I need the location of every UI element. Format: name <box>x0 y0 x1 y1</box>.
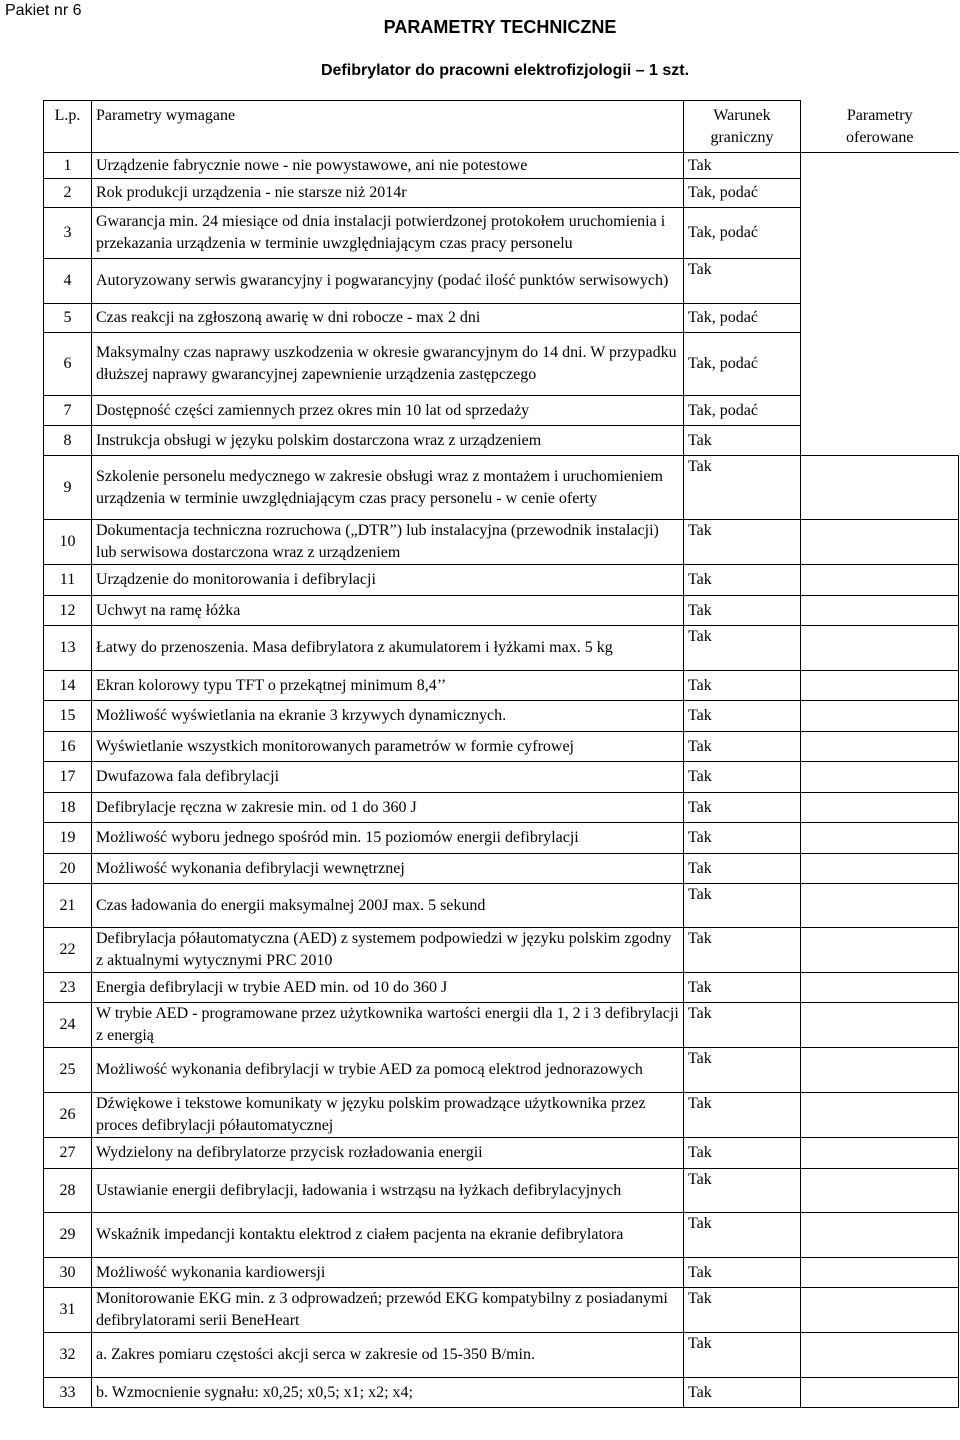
row-offered-value[interactable] <box>801 396 959 426</box>
row-offered-value[interactable] <box>801 1048 959 1093</box>
row-requirement: Maksymalny czas naprawy uszkodzenia w okresie gwarancyjnym do 14 dni. W przypadku dłuższej naprawy gwarancyjnej zapewnienie urządzenia zastępczego <box>92 333 684 396</box>
row-requirement: Czas reakcji na zgłoszoną awarię w dni robocze - max 2 dni <box>92 304 684 333</box>
row-condition: Tak <box>684 671 801 701</box>
row-number: 30 <box>44 1258 92 1288</box>
row-condition: Tak <box>684 973 801 1003</box>
row-number: 3 <box>44 208 92 259</box>
row-condition: Tak <box>684 823 801 854</box>
row-condition: Tak <box>684 565 801 596</box>
row-offered-value[interactable] <box>801 1288 959 1333</box>
row-condition: Tak <box>684 1169 801 1213</box>
row-condition: Tak <box>684 259 801 304</box>
row-condition: Tak <box>684 732 801 762</box>
row-offered-value[interactable] <box>801 596 959 626</box>
row-condition: Tak <box>684 1258 801 1288</box>
row-condition: Tak <box>684 701 801 732</box>
row-number: 5 <box>44 304 92 333</box>
row-condition: Tak, podać <box>684 396 801 426</box>
row-requirement: Wyświetlanie wszystkich monitorowanych parametrów w formie cyfrowej <box>92 732 684 762</box>
row-number: 11 <box>44 565 92 596</box>
table-row <box>44 1378 959 1408</box>
row-offered-value[interactable] <box>801 793 959 823</box>
row-condition: Tak <box>684 1048 801 1093</box>
row-requirement: Wydzielony na defibrylatorze przycisk rozładowania energii <box>92 1138 684 1169</box>
row-requirement: Defibrylacja półautomatyczna (AED) z systemem podpowiedzi w języku polskim zgodny z aktualnymi wytycznymi PRC 2010 <box>92 928 684 973</box>
column-header-condition-line2: graniczny <box>710 129 774 146</box>
row-number: 10 <box>44 520 92 565</box>
table-row <box>44 793 959 823</box>
row-number: 15 <box>44 701 92 732</box>
row-number: 2 <box>44 179 92 208</box>
row-number: 18 <box>44 793 92 823</box>
row-condition: Tak, podać <box>684 179 801 208</box>
row-offered-value[interactable] <box>801 520 959 565</box>
row-condition: Tak <box>684 884 801 928</box>
table-row <box>44 520 959 565</box>
row-number: 32 <box>44 1333 92 1378</box>
table-row <box>44 179 959 208</box>
row-number: 25 <box>44 1048 92 1093</box>
table-row <box>44 762 959 793</box>
row-offered-value[interactable] <box>801 1138 959 1169</box>
row-requirement: Monitorowanie EKG min. z 3 odprowadzeń; przewód EKG kompatybilny z posiadanymi defibrylatorami serii BeneHeart <box>92 1288 684 1333</box>
row-requirement: b. Wzmocnienie sygnału: x0,25; x0,5; x1; x2; x4; <box>92 1378 684 1408</box>
row-condition: Tak <box>684 1138 801 1169</box>
row-offered-value[interactable] <box>801 732 959 762</box>
table-row <box>44 153 959 179</box>
row-requirement: Defibrylacje ręczna w zakresie min. od 1 do 360 J <box>92 793 684 823</box>
row-condition: Tak <box>684 928 801 973</box>
row-requirement: Możliwość wykonania kardiowersji <box>92 1258 684 1288</box>
table-row <box>44 1003 959 1048</box>
document-title: PARAMETRY TECHNICZNE <box>383 17 617 37</box>
row-number: 33 <box>44 1378 92 1408</box>
row-requirement: Możliwość wyboru jednego spośród min. 15 poziomów energii defibrylacji <box>92 823 684 854</box>
table-row <box>44 884 959 928</box>
row-condition: Tak <box>684 1003 801 1048</box>
table-row <box>44 1169 959 1213</box>
row-number: 27 <box>44 1138 92 1169</box>
column-header-offered-line1: Parametry <box>846 106 913 124</box>
row-offered-value[interactable] <box>801 259 959 304</box>
row-offered-value[interactable] <box>801 1213 959 1258</box>
row-requirement: Czas ładowania do energii maksymalnej 200J max. 5 sekund <box>92 884 684 928</box>
row-number: 1 <box>44 153 92 179</box>
row-condition: Tak <box>684 854 801 884</box>
row-offered-value[interactable] <box>801 1169 959 1213</box>
row-requirement: Szkolenie personelu medycznego w zakresie obsługi wraz z montażem i uruchomieniem urządzenia w terminie uwzględniającym czas pracy personelu - w cenie oferty <box>92 456 684 520</box>
row-offered-value[interactable] <box>801 304 959 333</box>
row-requirement: Rok produkcji urządzenia - nie starsze niż 2014r <box>92 179 684 208</box>
row-requirement: Dostępność części zamiennych przez okres min 10 lat od sprzedaży <box>92 396 684 426</box>
row-offered-value[interactable] <box>801 1378 959 1408</box>
row-offered-value[interactable] <box>801 671 959 701</box>
row-offered-value[interactable] <box>801 973 959 1003</box>
row-requirement: Ekran kolorowy typu TFT o przekątnej minimum 8,4’’ <box>92 671 684 701</box>
table-row <box>44 426 959 456</box>
row-number: 29 <box>44 1213 92 1258</box>
table-row <box>44 333 959 396</box>
row-condition: Tak <box>684 520 801 565</box>
row-offered-value[interactable] <box>801 1003 959 1048</box>
row-requirement: Dźwiękowe i tekstowe komunikaty w języku polskim prowadzące użytkownika przez proces defibrylacji półautomatycznej <box>92 1093 684 1138</box>
table-row <box>44 456 959 520</box>
row-number: 23 <box>44 973 92 1003</box>
parameters-table <box>43 100 959 1408</box>
row-number: 22 <box>44 928 92 973</box>
row-condition: Tak, podać <box>684 333 801 396</box>
column-header-parameters-label: Parametry wymagane <box>96 107 236 124</box>
row-offered-value[interactable] <box>801 928 959 973</box>
row-condition: Tak <box>684 1093 801 1138</box>
row-offered-value[interactable] <box>801 179 959 208</box>
row-condition: Tak <box>684 762 801 793</box>
row-condition: Tak, podać <box>684 304 801 333</box>
table-row <box>44 208 959 259</box>
row-offered-value[interactable] <box>801 701 959 732</box>
row-number: 26 <box>44 1093 92 1138</box>
row-requirement: W trybie AED - programowane przez użytkownika wartości energii dla 1, 2 i 3 defibrylacji z energią <box>92 1003 684 1048</box>
table-row <box>44 1258 959 1288</box>
row-offered-value[interactable] <box>801 456 959 520</box>
row-number: 20 <box>44 854 92 884</box>
row-offered-value[interactable] <box>801 854 959 884</box>
row-offered-value[interactable] <box>801 1333 959 1378</box>
row-condition: Tak <box>684 793 801 823</box>
row-condition: Tak <box>684 1213 801 1258</box>
table-row <box>44 565 959 596</box>
row-requirement: Możliwość wykonania defibrylacji w trybie AED za pomocą elektrod jednorazowych <box>92 1048 684 1093</box>
row-number: 16 <box>44 732 92 762</box>
row-condition: Tak <box>684 456 801 520</box>
table-row <box>44 596 959 626</box>
row-number: 14 <box>44 671 92 701</box>
row-requirement: Instrukcja obsługi w języku polskim dostarczona wraz z urządzeniem <box>92 426 684 456</box>
table-row <box>44 854 959 884</box>
row-requirement: Autoryzowany serwis gwarancyjny i pogwarancyjny (podać ilość punktów serwisowych) <box>92 259 684 304</box>
table-row <box>44 1093 959 1138</box>
table-row <box>44 823 959 854</box>
column-header-condition-line1: Warunek <box>713 107 771 124</box>
table-row <box>44 928 959 973</box>
row-requirement: Urządzenie fabrycznie nowe - nie powystawowe, ani nie potestowe <box>92 153 684 179</box>
table-row <box>44 1138 959 1169</box>
row-number: 28 <box>44 1169 92 1213</box>
row-offered-value[interactable] <box>801 823 959 854</box>
row-offered-value[interactable] <box>801 426 959 456</box>
row-condition: Tak <box>684 1378 801 1408</box>
table-row <box>44 671 959 701</box>
column-header-offered-line2: oferowane <box>845 128 914 146</box>
table-header-row <box>44 101 959 153</box>
row-number: 17 <box>44 762 92 793</box>
row-requirement: Wskaźnik impedancji kontaktu elektrod z ciałem pacjenta na ekranie defibrylatora <box>92 1213 684 1258</box>
row-offered-value[interactable] <box>801 153 959 179</box>
row-condition: Tak, podać <box>684 208 801 259</box>
row-requirement: Dokumentacja techniczna rozruchowa („DTR”) lub instalacyjna (przewodnik instalacji) lub serwisowa dostarczona wraz z urządzeniem <box>92 520 684 565</box>
row-number: 6 <box>44 333 92 396</box>
row-number: 24 <box>44 1003 92 1048</box>
row-requirement: Możliwość wykonania defibrylacji wewnętrznej <box>92 854 684 884</box>
row-number: 8 <box>44 426 92 456</box>
row-requirement: Gwarancja min. 24 miesiące od dnia instalacji potwierdzonej protokołem uruchomienia i przekazania urządzenia w terminie uwzględniającym czas pracy personelu <box>92 208 684 259</box>
row-requirement: Urządzenie do monitorowania i defibrylacji <box>92 565 684 596</box>
row-offered-value[interactable] <box>801 565 959 596</box>
row-requirement: Uchwyt na ramę łóżka <box>92 596 684 626</box>
row-requirement: a. Zakres pomiaru częstości akcji serca w zakresie od 15-350 B/min. <box>92 1333 684 1378</box>
table-row <box>44 304 959 333</box>
row-offered-value[interactable] <box>801 762 959 793</box>
row-requirement: Energia defibrylacji w trybie AED min. od 10 do 360 J <box>92 973 684 1003</box>
row-requirement: Dwufazowa fala defibrylacji <box>92 762 684 793</box>
row-number: 13 <box>44 626 92 671</box>
row-condition: Tak <box>684 596 801 626</box>
table-row <box>44 1288 959 1333</box>
table-row <box>44 1213 959 1258</box>
row-number: 4 <box>44 259 92 304</box>
row-number: 21 <box>44 884 92 928</box>
package-number: Pakiet nr 6 <box>5 2 82 19</box>
row-number: 9 <box>44 456 92 520</box>
row-requirement: Łatwy do przenoszenia. Masa defibrylatora z akumulatorem i łyżkami max. 5 kg <box>92 626 684 671</box>
table-row <box>44 732 959 762</box>
column-header-condition <box>684 101 801 153</box>
row-offered-value[interactable] <box>801 1093 959 1138</box>
row-number: 31 <box>44 1288 92 1333</box>
table-row <box>44 973 959 1003</box>
column-header-offered <box>801 101 959 153</box>
row-offered-value[interactable] <box>801 626 959 671</box>
table-row <box>44 1333 959 1378</box>
column-header-lp: L.p. <box>44 101 92 153</box>
column-header-parameters <box>92 101 684 153</box>
row-number: 7 <box>44 396 92 426</box>
row-condition: Tak <box>684 426 801 456</box>
row-number: 19 <box>44 823 92 854</box>
row-offered-value[interactable] <box>801 884 959 928</box>
row-offered-value[interactable] <box>801 1258 959 1288</box>
document-subtitle: Defibrylator do pracowni elektrofizjologii – 1 szt. <box>320 62 690 79</box>
table-row <box>44 626 959 671</box>
table-row <box>44 259 959 304</box>
table-row <box>44 701 959 732</box>
row-requirement: Ustawianie energii defibrylacji, ładowania i wstrząsu na łyżkach defibrylacyjnych <box>92 1169 684 1213</box>
row-condition: Tak <box>684 626 801 671</box>
row-offered-value[interactable] <box>801 208 959 259</box>
row-condition: Tak <box>684 1333 801 1378</box>
row-number: 12 <box>44 596 92 626</box>
row-condition: Tak <box>684 153 801 179</box>
row-condition: Tak <box>684 1288 801 1333</box>
table-row <box>44 1048 959 1093</box>
row-requirement: Możliwość wyświetlania na ekranie 3 krzywych dynamicznych. <box>92 701 684 732</box>
table-row <box>44 396 959 426</box>
row-offered-value[interactable] <box>801 333 959 396</box>
